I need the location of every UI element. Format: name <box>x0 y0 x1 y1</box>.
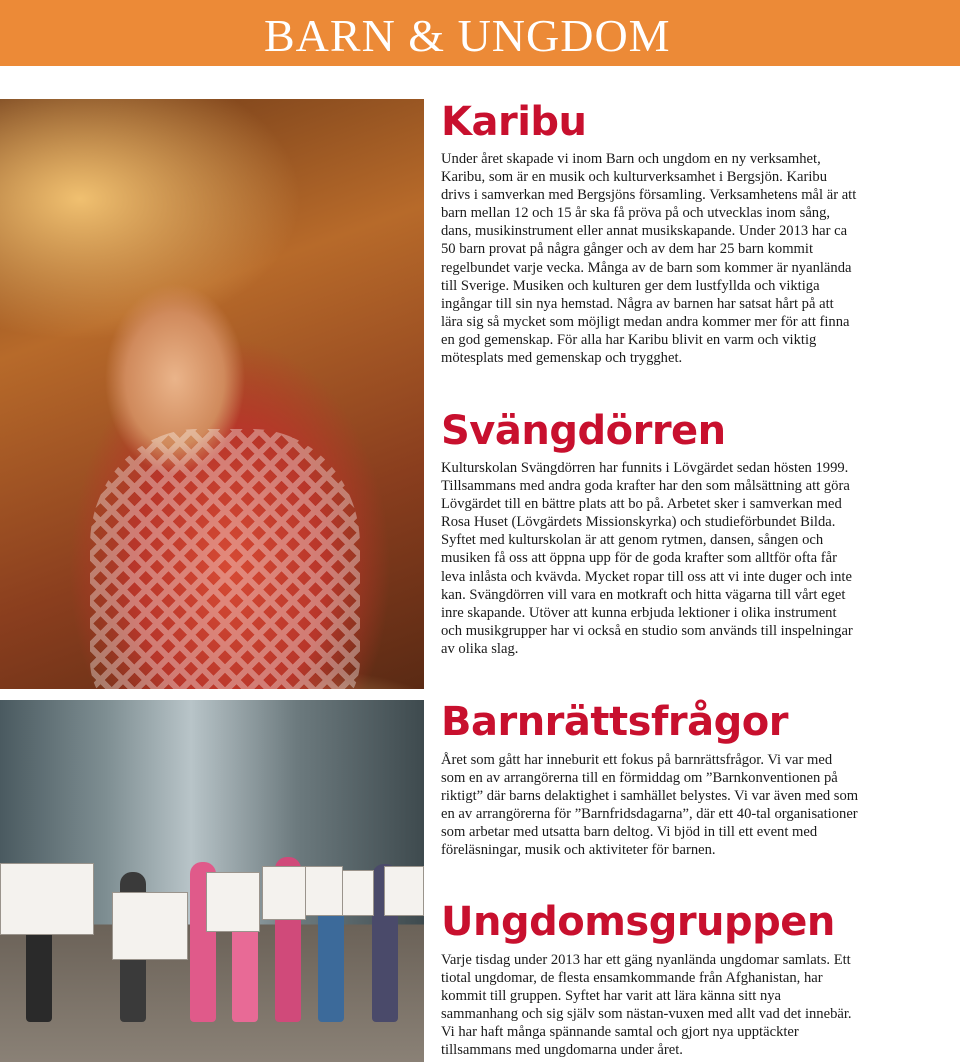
page-title: BARN & UNGDOM <box>264 10 671 61</box>
section-body-svangdorren: Kulturskolan Svängdörren har funnits i Lövgärdet sedan hösten 1999. Tillsammans med andra goda krafter har den som målsättning att göra Lövgärdet till en bättre plats att bo på. Arbetet sker i samverkan med Rosa Huset (Lövgärdets Missionskyrka) och studieförbundet Bilda. Syftet med kulturskolan är att genom rytmen, dansen, sången och musiken få oss att öppna upp för de goda krafter som alltför ofta får leva inlåsta och kvävda. Mycket ropar till oss att vi inte duger och inte kan. Svängdörren vill vara en motkraft och hitta vägarna till vårt eget inre skapande. Utöver att kunna erbjuda lektioner i olika instrument och musikgrupper har vi också en studio som används till inspelningar av olika slag. <box>441 460 853 657</box>
protest-sign <box>384 866 424 916</box>
photo-children-with-signs <box>0 700 424 1062</box>
protest-sign <box>112 892 188 960</box>
protest-sign <box>262 866 306 920</box>
protest-sign <box>342 870 374 916</box>
page-banner <box>0 0 960 66</box>
section-heading-barnrattsfragor: Barnrättsfrågor <box>441 699 788 745</box>
protest-sign <box>305 866 343 916</box>
checkered-scarf-pattern <box>90 429 360 689</box>
protest-sign <box>206 872 260 932</box>
section-heading-ungdomsgruppen: Ungdomsgruppen <box>441 899 835 945</box>
photo-girl-drumming <box>0 99 424 689</box>
section-body-karibu: Under året skapade vi inom Barn och ungdom en ny verksamhet, Karibu, som är en musik och kulturverksamhet i Bergsjön. Karibu drivs i samverkan med Bergsjöns församling. Verksamhetens mål är att barn mellan 12 och 15 år ska få pröva på och utvecklas inom sång, dans, musikinstrument eller annat musikskapande. Under 2013 har ca 50 barn provat på några gånger och av dem har 25 barn kommit regelbundet varje vecka. Många av de barn som kommer är nyanlända till Sverige. Musiken och kulturen ger dem lustfyllda och viktiga ingångar till sin nya hemstad. Några av barnen har satsat hårt på att lära sig så mycket som möjligt medan andra kommer mer för att finna en god gemenskap. För alla har Karibu blivit en varm och viktig mötesplats med gemenskap och trygghet. <box>441 151 857 367</box>
protest-sign <box>0 863 94 935</box>
section-body-barnrattsfragor: Året som gått har inneburit ett fokus på barnrättsfrågor. Vi var med som en av arrangörerna till en förmiddag om ”Barnkonventionen på riktigt” där barns delaktighet i samhället belystes. Vi var även med som en av arrangörerna för ”Barnfridsdagarna”, där ett 40-tal organisationer som arbetar med utsatta barn deltog. Vi bjöd in till ett event med föreläsningar, musik och aktiviteter för barnen. <box>441 752 859 859</box>
section-body-ungdomsgruppen: Varje tisdag under 2013 har ett gäng nyanlända ungdomar samlats. Ett tiotal ungdomar, de flesta ensamkommande från Afghanistan, har kommit till gruppen. Syftet har varit att lära känna sitt nya sammanhang och sig själv som nästan-vuxen med allt vad det innebär. Vi har haft många spännande samtal och gjort nya upptäckter tillsammans med ungdomarna under året. <box>441 952 852 1059</box>
section-heading-svangdorren: Svängdörren <box>441 408 726 454</box>
section-heading-karibu: Karibu <box>441 99 587 145</box>
